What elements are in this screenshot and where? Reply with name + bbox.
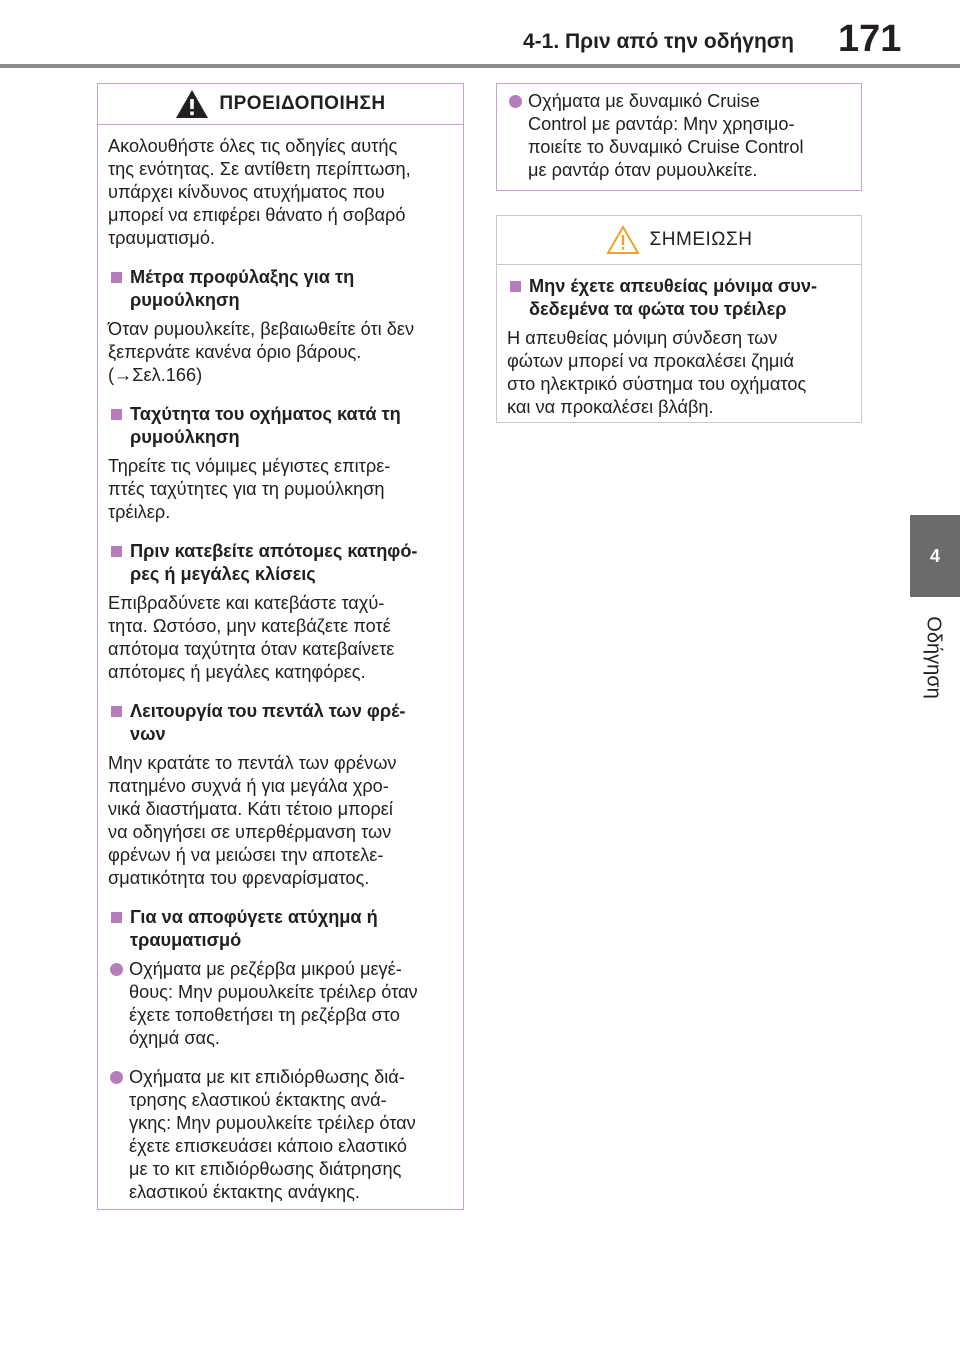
warning-title: ΠΡΟΕΙΔΟΠΟΙΗΣΗ — [219, 93, 386, 114]
bullet-tire-repair-kit: Οχήματα με κιτ επιδιόρθωσης διά- τρησης ελαστικού έκτακτης ανά- γκης: Μην ρυμουλκείτε τρέιλερ όταν έχετε επισκευάσει κάποιο ελαστικό με το κιτ επιδιόρθωσης διάτρησης ελαστικού έκτακτης ανάγκης. — [108, 1066, 451, 1204]
chapter-tab-label: Οδήγηση — [922, 615, 945, 699]
paragraph-trailer-lights: Η απευθείας μόνιμη σύνδεση των φώτων μπορεί να προκαλέσει ζημιά στο ηλεκτρικό σύστημα του οχήματος και να προκαλέσει βλάβη. — [507, 328, 807, 417]
bullet-compact-spare: Οχήματα με ρεζέρβα μικρού μεγέ- θους: Μην ρυμουλκείτε τρέιλερ όταν έχετε τοποθετήσει τη ρεζέρβα στο όχημά σας. — [108, 958, 451, 1050]
page-number: 171 — [838, 18, 902, 60]
square-bullet-icon — [111, 706, 122, 717]
square-bullet-icon — [510, 281, 521, 292]
subheading-downhill: Πριν κατεβείτε απότομες κατηφό- ρες ή μεγάλες κλίσεις — [108, 540, 451, 586]
chapter-tab-number: 4 — [910, 515, 960, 597]
paragraph-weight-limits: Όταν ρυμουλκείτε, βεβαιωθείτε ότι δεν ξεπερνάτε κανένα όριο βάρους. (→Σελ.166) — [108, 319, 415, 385]
note-box — [496, 215, 862, 423]
chapter-tab-label-wrap — [908, 612, 958, 702]
bullet-radar-cruise: Οχήματα με δυναμικό Cruise Control με ραντάρ: Μην χρησιμο- ποιείτε το δυναμικό Cruise Control με ραντάρ όταν ρυμουλκείτε. — [507, 90, 849, 182]
header-rule — [0, 64, 960, 68]
continuation-body — [497, 84, 861, 194]
note-body — [497, 265, 861, 431]
square-bullet-icon — [111, 912, 122, 923]
round-bullet-icon — [509, 95, 522, 108]
square-bullet-icon — [111, 409, 122, 420]
paragraph-towing-speed: Τηρείτε τις νόμιμες μέγιστες επιτρε- πτές ταχύτητες για τη ρυμούλκηση τρέιλερ. — [108, 456, 391, 522]
warning-box — [97, 83, 464, 1210]
warning-continuation-box — [496, 83, 862, 191]
warning-body — [98, 125, 463, 1232]
paragraph-brake-pedal: Μην κρατάτε το πεντάλ των φρένων πατημένο συχνά ή για μεγάλα χρο- νικά διαστήματα. Κάτι τέτοιο μπορεί να οδηγήσει σε υπερθέρμανση των φρένων ή να μειώσει την αποτελε- σματικότητα του φρεναρίσματος. — [108, 753, 397, 888]
section-title: 4-1. Πριν από την οδήγηση — [523, 30, 794, 53]
subheading-weight-limits: Μέτρα προφύλαξης για τη ρυμούλκηση — [108, 266, 451, 312]
subheading-trailer-lights: Μην έχετε απευθείας μόνιμα συν- δεδεμένα τα φώτα του τρέιλερ — [507, 275, 849, 321]
subheading-towing-speed: Ταχύτητα του οχήματος κατά τη ρυμούλκηση — [108, 403, 451, 449]
square-bullet-icon — [111, 272, 122, 283]
round-bullet-icon — [110, 963, 123, 976]
note-title: ΣΗΜΕΙΩΣΗ — [649, 229, 753, 250]
warning-header — [98, 84, 463, 125]
square-bullet-icon — [111, 546, 122, 557]
subheading-brake-pedal: Λειτουργία του πεντάλ των φρέ- νων — [108, 700, 451, 746]
warning-intro: Ακολουθήστε όλες τις οδηγίες αυτής της ενότητας. Σε αντίθετη περίπτωση, υπάρχει κίνδυνος ατυχήματος που μπορεί να επιφέρει θάνατο ή σοβαρό τραυματισμό. — [108, 136, 411, 248]
subheading-avoid-accident: Για να αποφύγετε ατύχημα ή τραυματισμό — [108, 906, 451, 952]
round-bullet-icon — [110, 1071, 123, 1084]
warning-triangle-icon — [175, 89, 209, 119]
note-header — [497, 216, 861, 265]
paragraph-downhill: Επιβραδύνετε και κατεβάστε ταχύ- τητα. Ωστόσο, μην κατεβάζετε ποτέ απότομα ταχύτητα όταν κατεβαίνετε απότομες ή μεγάλες κατηφόρες. — [108, 593, 395, 682]
caution-triangle-icon — [606, 225, 640, 255]
